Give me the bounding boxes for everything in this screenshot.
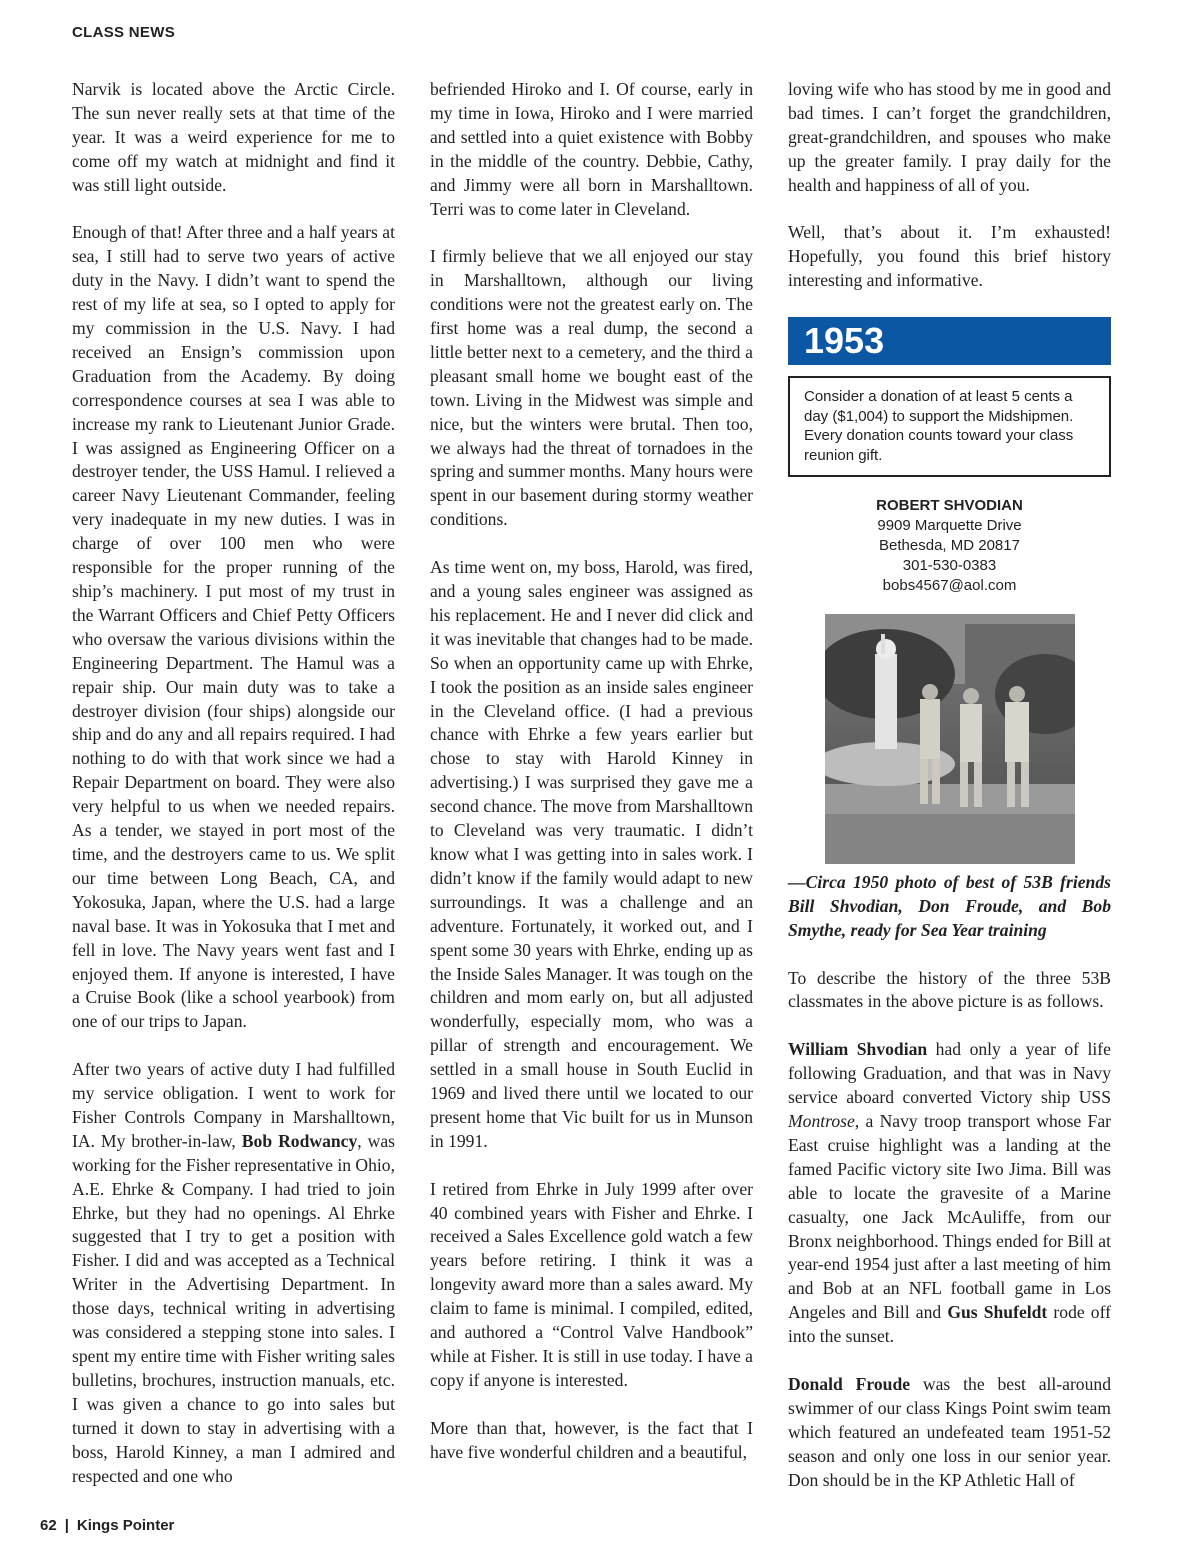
page-number: 62 [40, 1517, 57, 1534]
name-donald-froude: Donald Froude [788, 1373, 911, 1394]
section-label: CLASS NEWS [72, 24, 176, 41]
footer-separator: | [64, 1517, 69, 1534]
page-footer [40, 1517, 174, 1534]
photo-caption: —Circa 1950 photo of best of 53B friends Bill Shvodian, Don Froude, and Bob Smythe, ready for Sea Year training [788, 871, 1111, 940]
paragraph: As time went on, my boss, Harold, was fired, and a young sales engineer was assigned as his replacement. He and I never did click and it was inevitable that changes had to be made. So when an opportunity came up with Ehrke, I took the position as an inside sales engineer in the Cleveland office. (I had a previous chance with Ehrke a few years earlier but chose to stay with Harold Kinney in advertising.) I was surprised they gave me a second chance. The move from Marshalltown to Cleveland was very traumatic. I didn’t know what I was getting into in sales work. I didn’t know if the family would adapt to new surroundings. It was a challenge and an adventure. Fortunately, it worked out, and I spent some 30 years with Ehrke, ending up as the Inside Sales Manager. It was tough on the children and mom early on, but all adjusted wonderfully, especially mom, who was a pillar of strength and encouragement. We settled in a small house in South Euclid in 1969 and lived there until we located to our present home that Vic built for us in Munson in 1991. [430, 557, 753, 1151]
column-1 [72, 78, 395, 1512]
group-photo [825, 614, 1075, 864]
paragraph: I firmly believe that we all enjoyed our stay in Marshalltown, although our living conditions were not the greatest early on. The first home was a real dump, the second a little better next to a cemetery, and the third a pleasant small home we bought east of the town. Living in the Midwest was simple and nice, but the winters were brutal. Then too, we always had the threat of tornadoes in the spring and summer months. Many hours were spent in our basement during stormy weather conditions. [430, 246, 753, 530]
paragraph: loving wife who has stood by me in good and bad times. I can’t forget the grandchildren, great-grandchildren, and spouses who make up the greater family. I pray daily for the health and happiness of all of you. [788, 79, 1111, 195]
contact-city: Bethesda, MD 20817 [879, 537, 1020, 555]
paragraph: Narvik is located above the Arctic Circle. The sun never really sets at that time of the year. It was a weird experience for me to come off my watch at midnight and find it was still light outside. [72, 79, 395, 195]
ship-name: Montrose [788, 1110, 855, 1131]
paragraph: More than that, however, is the fact that I have five wonderful children and a beautiful, [430, 1417, 753, 1462]
name-gus-shufeldt: Gus Shufeldt [947, 1302, 1048, 1323]
contact-email: bobs4567@aol.com [882, 577, 1017, 595]
name-william-shvodian: William Shvodian [788, 1039, 928, 1060]
donation-notice: Consider a donation of at least 5 cents a day ($1,004) to support the Midshipmen. Every donation counts toward your class reunion gift. [788, 376, 1111, 477]
class-contact [788, 496, 1111, 596]
publication-name: Kings Pointer [76, 1517, 175, 1534]
paragraph: After two years of active duty I had fulfilled my service obligation. I went to work for Fisher Controls Company in Marshalltown, IA. My brother-in-law, Bob Rodwancy, was working for the Fisher representative in Ohio, A.E. Ehrke & Company. I had tried to join Ehrke, but they had no openings. Al Ehrke suggested that I try to get a position with Fisher. I did and was accepted as a Technical Writer in the Advertising Department. In those days, technical writing in advertising was considered a stepping stone into sales. I spent my entire time with Fisher writing sales bulletins, brochures, instruction manuals, etc. I was given a chance to go into sales but turned it down to stay in advertising with a boss, Harold Kinney, a man I admired and respected and one who [72, 1059, 395, 1486]
class-year-banner: 1953 [788, 317, 1111, 365]
column-3 [788, 78, 1111, 1516]
paragraph: Well, that’s about it. I’m exhausted! Hopefully, you found this brief history interesting and informative. [788, 222, 1111, 291]
paragraph: befriended Hiroko and I. Of course, early in my time in Iowa, Hiroko and I were married and settled into a quiet existence with Bobby in the middle of the country. Debbie, Cathy, and Jimmy were all born in Marshalltown. Terri was to come later in Cleveland. [430, 79, 753, 219]
paragraph: To describe the history of the three 53B classmates in the above picture is as follows. [788, 967, 1111, 1012]
name-bob-rodwancy: Bob Rodwancy [241, 1130, 358, 1151]
contact-phone: 301-530-0383 [902, 557, 997, 575]
paragraph: I retired from Ehrke in July 1999 after over 40 combined years with Fisher and Ehrke. I received a Sales Excellence gold watch a few years before retiring. I think it was a longevity award more than a sales award. My claim to fame is minimal. I compiled, edited, and authored a “Control Valve Handbook” while at Fisher. It is still in use today. I have a copy if anyone is interested. [430, 1178, 753, 1390]
contact-name: ROBERT SHVODIAN [876, 497, 1023, 515]
paragraph: Enough of that! After three and a half years at sea, I still had to serve two years of active duty in the Navy. I didn’t want to spend the rest of my life at sea, so I opted to apply for my commission in the U.S. Navy. I had received an Ensign’s commission upon Graduation from the Academy. By doing correspondence courses at sea I was able to increase my rank to Lieutenant Junior Grade. I was assigned as Engineering Officer on a destroyer tender, the USS Hamul. I relieved a career Navy Lieutenant Commander, feeling very inadequate in my new duties. I was in charge of over 100 men who were responsible for the proper running of the ship’s machinery. I put most of my trust in the Warrant Officers and Chief Petty Officers who oversaw the various divisions within the Engineering Department. The Hamul was a repair ship. Our main duty was to take a destroyer division (four ships) alongside our ship and do any and all repairs required. I had nothing to do with that work since we had a Repair Department on board. They were also very helpful to us when we needed repairs. As a tender, we stayed in port most of the time, and the destroyers came to us. We split our time between Long Beach, CA, and Yokosuka, Japan, where the U.S. had a large naval base. It was in Yokosuka that I met and fell in love. The Navy years went fast and I enjoyed them. If anyone is interested, I have a Cruise Book (like a school yearbook) from one of our trips to Japan. [72, 222, 395, 1032]
paragraph: William Shvodian had only a year of life following Graduation, and that was in Navy service aboard converted Victory ship USS Montrose, a Navy troop transport whose Far East cruise highlight was a landing at the famed Pacific victory site Iwo Jima. Bill was able to locate the gravesite of a Marine casualty, one Jack McAuliffe, from our Bronx neighborhood. Things ended for Bill at year-end 1954 just after a last meeting of him and Bob at an NFL football game in Los Angeles and Bill and Gus Shufeldt rode off into the sunset. [788, 1039, 1111, 1347]
contact-street: 9909 Marquette Drive [877, 517, 1022, 535]
column-2 [430, 78, 753, 1488]
paragraph: Donald Froude was the best all-around swimmer of our class Kings Point swim team which featured an undefeated team 1951-52 season and only one loss in our senior year. Don should be in the KP Athletic Hall of [788, 1373, 1111, 1490]
